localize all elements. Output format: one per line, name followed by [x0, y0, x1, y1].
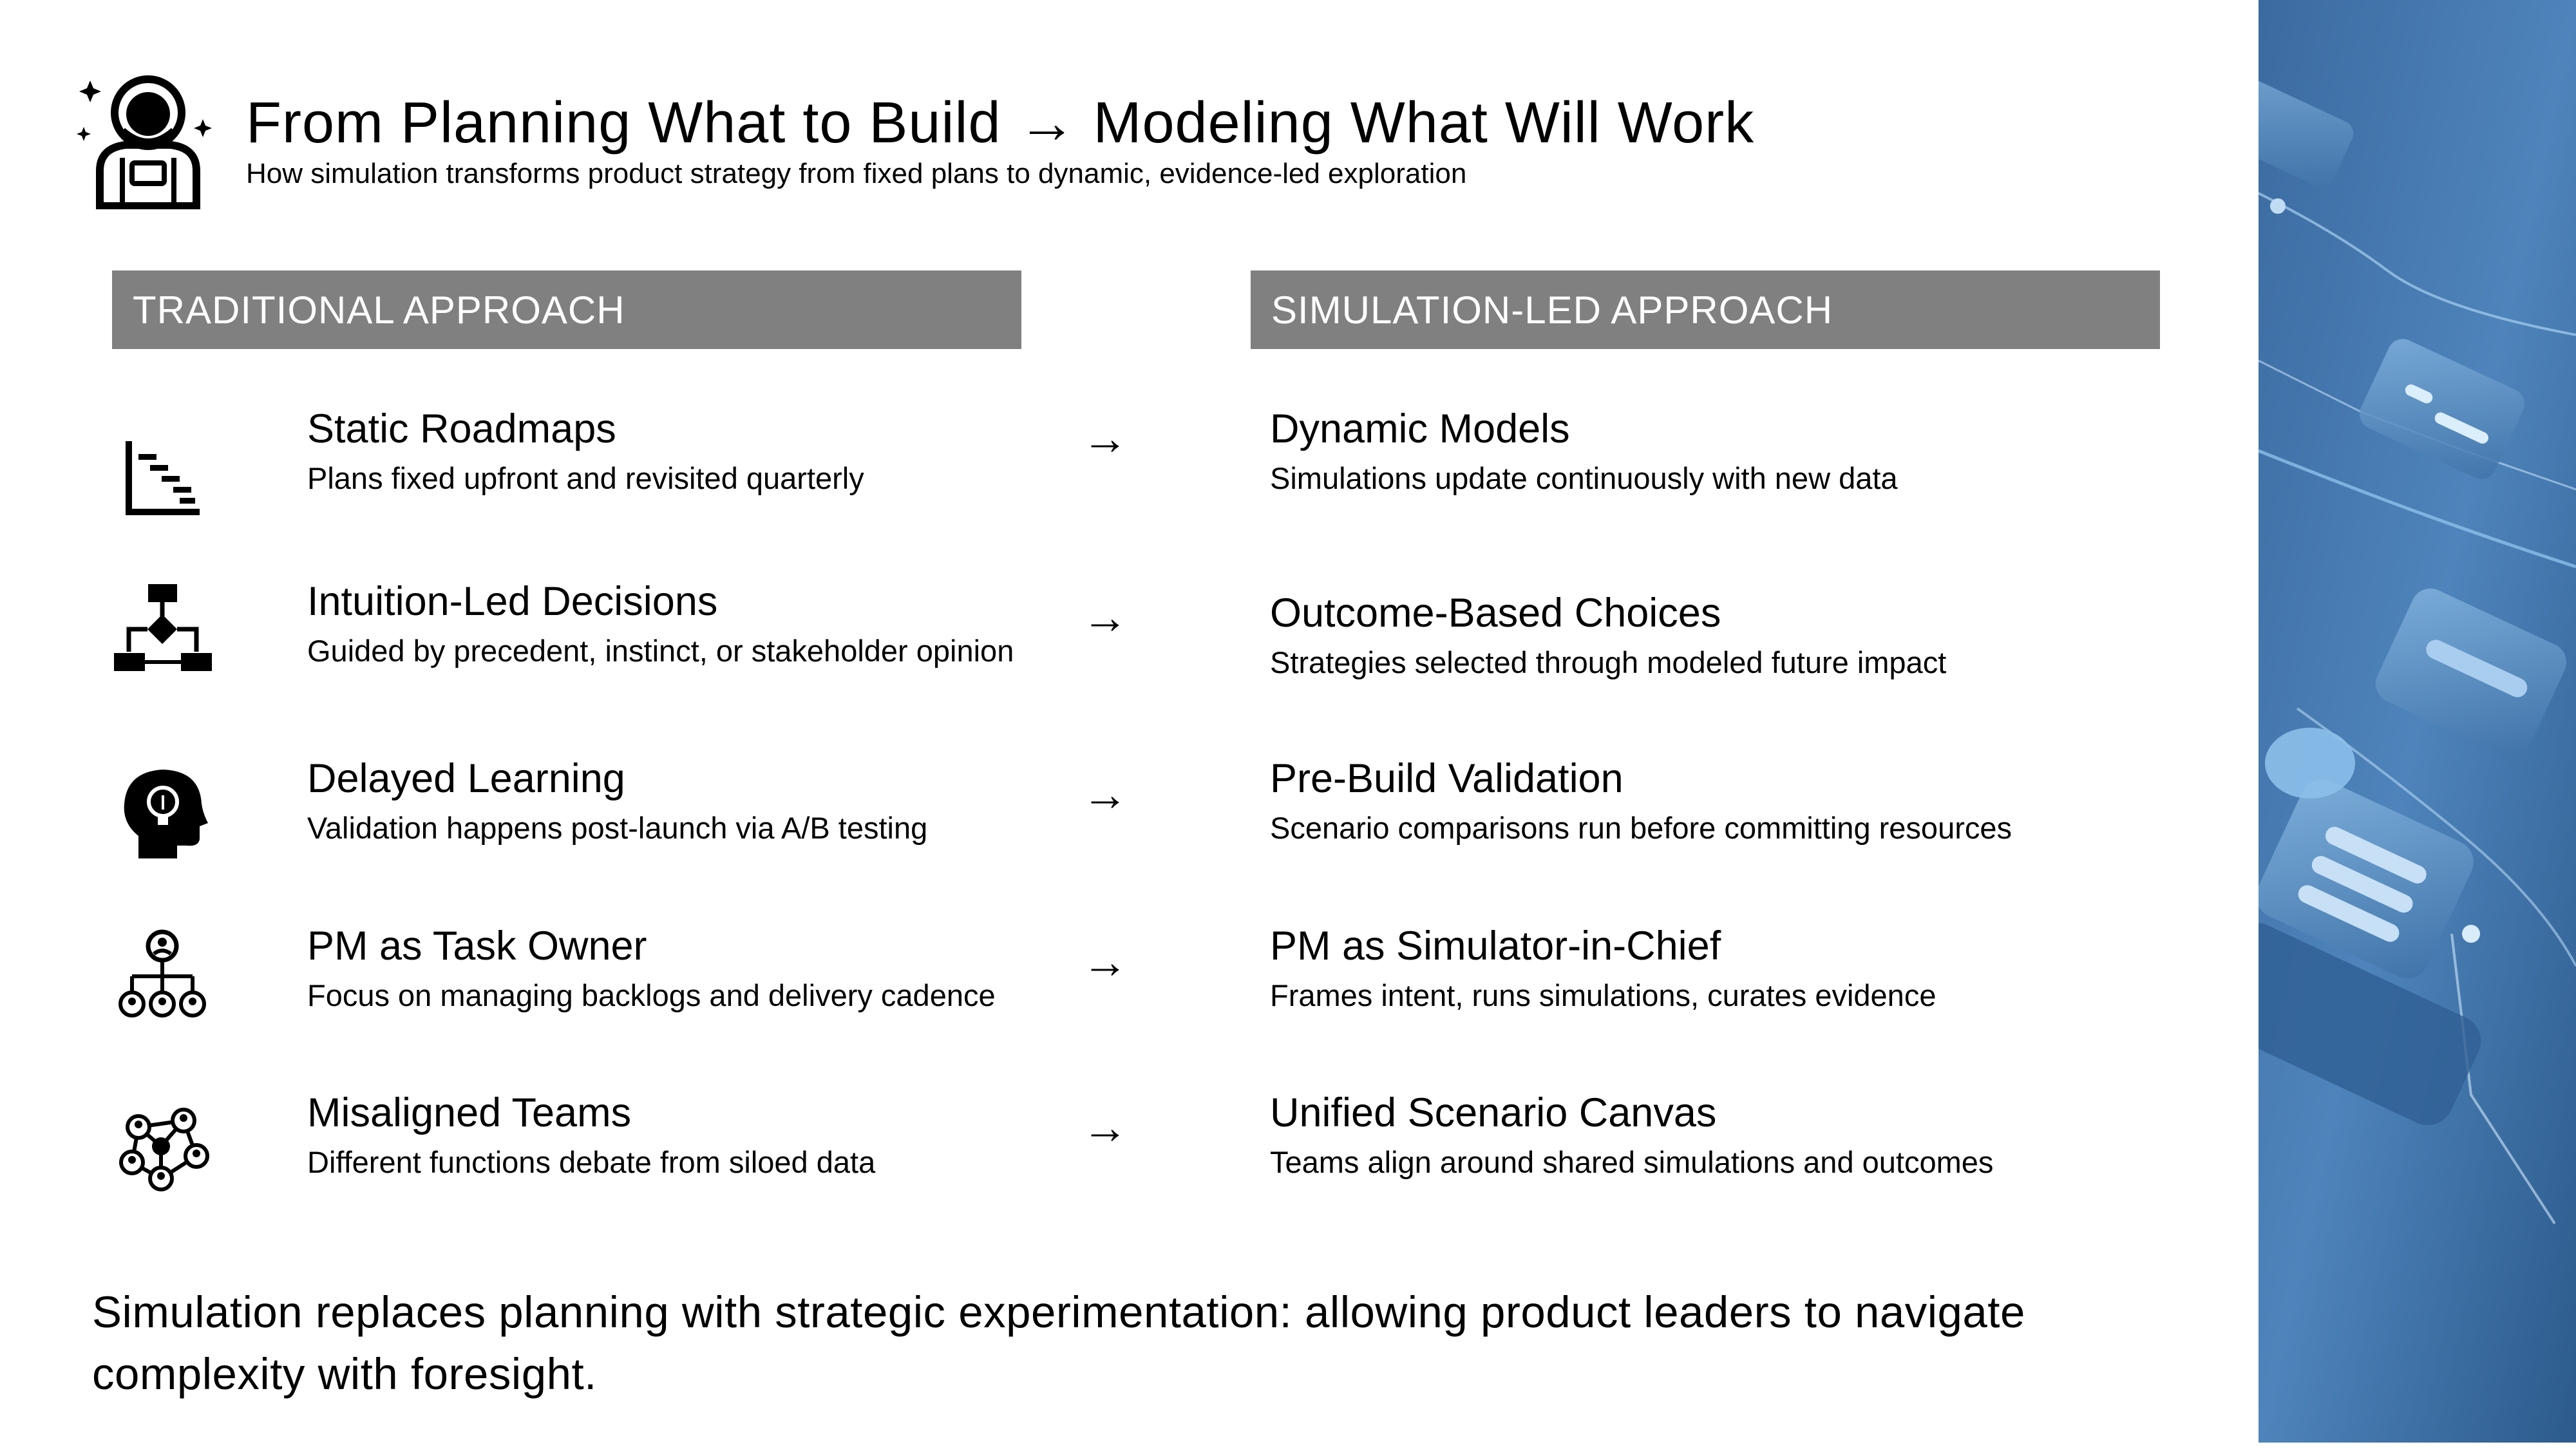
arrow-icon: →	[1082, 1102, 1128, 1153]
team-network-icon	[113, 1095, 213, 1195]
arrow-icon: →	[1082, 592, 1128, 643]
left-description: Plans fixed upfront and revisited quarterly	[307, 461, 864, 495]
right-description: Frames intent, runs simulations, curates evidence	[1270, 978, 1937, 1012]
left-title: Delayed Learning	[307, 756, 625, 801]
left-title: Misaligned Teams	[307, 1090, 632, 1135]
right-description: Teams align around shared simulations and outcomes	[1270, 1145, 1994, 1179]
traditional-approach-header: TRADITIONAL APPROACH	[112, 270, 1021, 349]
comparison-row	[0, 923, 2222, 1052]
left-description: Focus on managing backlogs and delivery cadence	[307, 978, 996, 1012]
comparison-row	[0, 755, 2222, 884]
decision-flowchart-icon	[113, 581, 213, 681]
left-title: Static Roadmaps	[307, 406, 616, 451]
left-description: Guided by precedent, instinct, or stakeholder opinion	[307, 634, 1014, 668]
left-title: PM as Task Owner	[307, 923, 647, 969]
arrow-icon: →	[1082, 769, 1128, 820]
right-description: Simulations update continuously with new data	[1270, 461, 1898, 495]
left-description: Different functions debate from siloed data	[307, 1145, 876, 1179]
right-title: Dynamic Models	[1270, 406, 1570, 451]
right-title: PM as Simulator-in-Chief	[1270, 923, 1721, 969]
right-title: Pre-Build Validation	[1270, 756, 1624, 801]
left-title: Intuition-Led Decisions	[307, 579, 718, 624]
head-lightbulb-icon	[113, 762, 213, 862]
right-title: Outcome-Based Choices	[1270, 591, 1721, 636]
astronaut-icon	[71, 68, 219, 209]
org-hierarchy-icon	[113, 928, 213, 1028]
page-title: From Planning What to Build → Modeling What Will Work	[246, 91, 1755, 155]
page-subtitle: How simulation transforms product strategy from fixed plans to dynamic, evidence-led exploration	[246, 158, 1467, 189]
simulation-approach-header: SIMULATION-LED APPROACH	[1251, 270, 2160, 349]
left-description: Validation happens post-launch via A/B testing	[307, 811, 928, 845]
right-description: Scenario comparisons run before committing resources	[1270, 811, 2012, 845]
roadmap-chart-icon	[113, 425, 213, 525]
comparison-row	[0, 578, 2222, 707]
comparison-row	[0, 406, 2222, 535]
arrow-icon: →	[1082, 936, 1128, 988]
conclusion-text: Simulation replaces planning with strategic experimentation: allowing product leaders to navigate complexity with foresight.	[92, 1287, 2025, 1399]
abstract-blue-tech-image	[2259, 0, 2576, 1449]
right-title: Unified Scenario Canvas	[1270, 1090, 1717, 1135]
arrow-icon: →	[1082, 413, 1128, 464]
comparison-row	[0, 1090, 2222, 1218]
right-description: Strategies selected through modeled future impact	[1270, 645, 1947, 679]
